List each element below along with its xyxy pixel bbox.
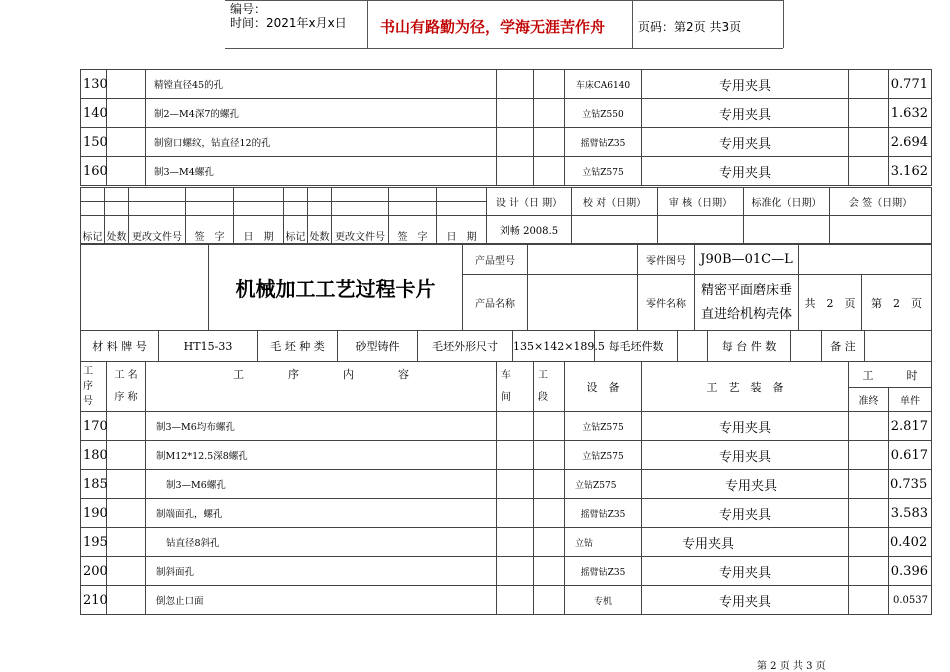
col-op-name: 工 名 序 称 [107,362,146,412]
rev-header: 标记 [81,216,105,244]
op-name-cell [107,412,146,441]
equipment-cell: 摇臂钻Z35 [565,128,642,157]
op-number: 210 [81,586,107,615]
equipment-cell: 立钻Z575 [565,157,642,186]
rev-header: 日 期 [437,216,487,244]
unit-time-cell: 2.817 [889,412,932,441]
prep-time-cell [849,157,889,186]
op-name-cell [107,157,146,186]
col-section: 工 段 [534,362,565,412]
workshop-cell [497,157,534,186]
product-name-label: 产品名称 [463,275,528,331]
col-hours: 工 时 [849,362,932,388]
section-cell [534,441,565,470]
unit-time-cell: 0.402 [889,528,932,557]
unit-time-cell: 0.0537 [889,586,932,615]
header-info [230,2,347,30]
product-model-value [528,245,638,275]
workshop-cell [497,441,534,470]
review-date-label: 审 核（日期） [658,188,744,216]
table-row [81,99,932,128]
process-table [80,361,932,615]
workshop-cell [497,412,534,441]
op-name-cell [107,499,146,528]
blank-type-label: 毛 坯 种 类 [258,331,338,362]
rev-header: 处数 [105,216,129,244]
header-bottom-rule [225,48,783,49]
op-description: 制端面孔，螺孔 [146,499,497,528]
op-description: 制斜面孔 [146,557,497,586]
workshop-cell [497,99,534,128]
tooling-cell: 专用夹具 [642,70,849,99]
op-name-cell [107,70,146,99]
table-row [81,412,932,441]
signature-block [80,187,932,244]
remark-value [865,331,932,362]
prep-time-cell [849,412,889,441]
op-number: 170 [81,412,107,441]
op-description: 制M12*12.5深8螺孔 [146,441,497,470]
prep-time-cell [849,586,889,615]
op-description: 精镗直径45的孔 [146,70,497,99]
op-name-cell [107,128,146,157]
table-row [81,528,932,557]
prep-time-cell [849,557,889,586]
tooling-cell: 专用夹具 [642,499,849,528]
part-name-label: 零件名称 [638,275,695,331]
col-equipment: 设 备 [565,362,642,412]
op-description: 制3—M6螺孔 [146,470,497,499]
op-number: 150 [81,128,107,157]
table-row [81,128,932,157]
op-number: 140 [81,99,107,128]
tooling-cell: 专用夹具 [642,557,849,586]
workshop-cell [497,70,534,99]
material-grade: HT15-33 [159,331,258,362]
product-name-value [528,275,638,331]
table-row [81,70,932,99]
unit-time-cell: 2.694 [889,128,932,157]
per-blank-value [678,331,708,362]
op-description: 制2—M4深7的螺孔 [146,99,497,128]
workshop-cell [497,499,534,528]
col-workshop: 车 间 [497,362,534,412]
workshop-cell [497,586,534,615]
part-no-label: 零件图号 [638,245,695,275]
op-description: 制窗口螺纹，钻直径12的孔 [146,128,497,157]
table-row [81,470,932,499]
unit-time-cell: 0.617 [889,441,932,470]
equipment-cell: 摇臂钻Z35 [565,499,642,528]
header-divider-right [632,0,633,48]
col-content: 工 序 内 容 [146,362,497,412]
col-prep: 准终 [849,388,889,412]
this-page: 第 2 页 [862,275,932,331]
section-cell [534,528,565,557]
op-name-cell [107,557,146,586]
per-blank-label: 每毛坯件数 [595,331,678,362]
op-name-cell [107,528,146,557]
section-cell [534,70,565,99]
col-tooling: 工 艺 装 备 [642,362,849,412]
rev-header: 更改文件号 [332,216,389,244]
header-page-label: 页码：第2页 共3页 [638,20,742,34]
prep-time-cell [849,99,889,128]
section-cell [534,557,565,586]
tooling-cell: 专用夹具 [642,470,849,499]
check-date-label: 校 对（日期） [572,188,658,216]
op-description: 制3—M4螺孔 [146,157,497,186]
unit-time-cell: 3.162 [889,157,932,186]
op-number: 160 [81,157,107,186]
section-cell [534,586,565,615]
op-number: 180 [81,441,107,470]
part-name-line-2: 直进给机构壳体 [700,306,792,322]
col-op-no: 工 序 号 [81,362,107,412]
unit-time-cell: 3.583 [889,499,932,528]
part-no-value: J90B—01C—L [695,245,799,275]
unit-time-cell: 0.735 [889,470,932,499]
op-number: 195 [81,528,107,557]
rev-header: 签 字 [389,216,437,244]
countersign-date-label: 会 签（日期） [830,188,932,216]
material-row [80,330,932,362]
tooling-cell: 专用夹具 [642,157,849,186]
unit-time-cell: 1.632 [889,99,932,128]
per-unit-label: 每 台 件 数 [708,331,791,362]
part-no-extra [799,245,932,275]
section-cell [534,99,565,128]
blank-type: 砂型铸件 [338,331,418,362]
section-cell [534,470,565,499]
table-row [81,499,932,528]
unit-time-cell: 0.771 [889,70,932,99]
tooling-cell: 专用夹具 [642,441,849,470]
standard-date-label: 标准化（日期） [744,188,830,216]
prep-time-cell [849,441,889,470]
top-process-table [80,69,932,186]
op-number: 130 [81,70,107,99]
prep-time-cell [849,470,889,499]
prep-time-cell [849,528,889,557]
workshop-cell [497,528,534,557]
op-description: 倒忽止口面 [146,586,497,615]
table-row [81,557,932,586]
blank-size-label: 毛坯外形尺寸 [418,331,513,362]
rev-header: 签 字 [186,216,234,244]
part-name-value [695,275,799,331]
header-divider-left [367,0,368,48]
unit-time-cell: 0.396 [889,557,932,586]
rev-header: 处数 [308,216,332,244]
section-cell [534,499,565,528]
op-name-cell [107,441,146,470]
time-label: 时间：2021年x月x日 [230,16,347,30]
prep-time-cell [849,70,889,99]
op-name-cell [107,99,146,128]
tooling-cell: 专用夹具 [642,99,849,128]
workshop-cell [497,470,534,499]
table-row [81,157,932,186]
part-name-line-1: 精密平面磨床垂 [700,282,792,298]
tooling-cell: 专用夹具 [642,586,849,615]
rev-header: 更改文件号 [129,216,186,244]
equipment-cell: 立钻Z550 [565,99,642,128]
blank-size: 135×142×189.5 [513,331,595,362]
op-number: 185 [81,470,107,499]
equipment-cell: 车床CA6140 [565,70,642,99]
page-footer: 第 2 页 共 3 页 [757,661,826,672]
rev-header: 日 期 [234,216,284,244]
remark-label: 备 注 [822,331,865,362]
equipment-cell: 立钻Z575 [565,470,642,499]
equipment-cell: 立钻Z575 [565,412,642,441]
prep-time-cell [849,499,889,528]
motto: 书山有路勤为径，学海无涯苦作舟 [380,18,606,36]
design-date-label: 设 计（日 期） [487,188,572,216]
equipment-cell: 立钻 [565,528,642,557]
table-row [81,441,932,470]
per-unit-value [791,331,822,362]
equipment-cell: 专机 [565,586,642,615]
section-cell [534,412,565,441]
workshop-cell [497,557,534,586]
op-description: 钻直径8斜孔 [146,528,497,557]
rev-header: 标记 [284,216,308,244]
workshop-cell [497,128,534,157]
header-divider-end [783,0,784,48]
total-pages: 共 2 页 [799,275,862,331]
section-cell [534,157,565,186]
table-row [81,586,932,615]
op-number: 190 [81,499,107,528]
header-top-rule [225,0,783,1]
tooling-cell: 专用夹具 [642,412,849,441]
op-name-cell [107,586,146,615]
section-cell [534,128,565,157]
equipment-cell: 立钻Z575 [565,441,642,470]
card-title-block [80,244,932,331]
op-number: 200 [81,557,107,586]
op-name-cell [107,470,146,499]
code-label: 编号： [230,2,267,16]
card-title: 机械加工工艺过程卡片 [209,245,463,331]
prep-time-cell [849,128,889,157]
col-unit: 单件 [889,388,932,412]
product-model-label: 产品型号 [463,245,528,275]
tooling-cell: 专用夹具 [642,528,849,557]
designer-signature: 刘畅 2008.5 [487,216,572,244]
op-description: 制3—M6均布螺孔 [146,412,497,441]
equipment-cell: 摇臂钻Z35 [565,557,642,586]
tooling-cell: 专用夹具 [642,128,849,157]
material-grade-label: 材 料 牌 号 [81,331,159,362]
